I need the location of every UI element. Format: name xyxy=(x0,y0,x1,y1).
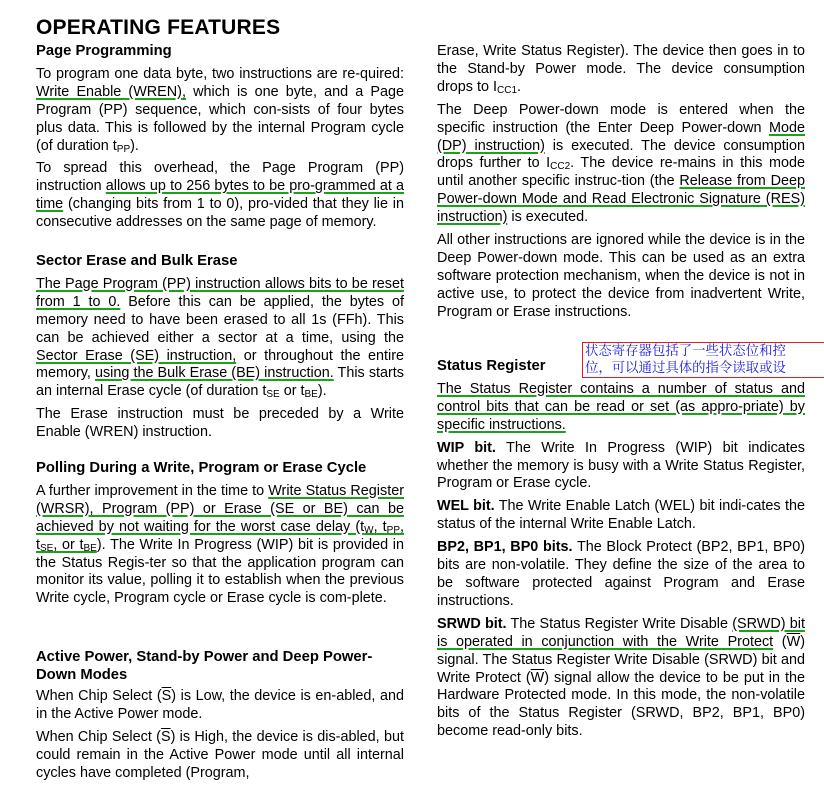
underline-256-bytes: allows up to 256 bytes to be pro-grammed at a time xyxy=(36,178,404,213)
heading-polling: Polling During a Write, Program or Erase Cycle xyxy=(36,460,367,476)
paragraph-page-programming-2: To spread this overhead, the Page Program (PP) instruction allows up to 256 bytes to be pro-grammed at a time (changing bits from 1 to 0), pro-vided that they lie in consecutive addresses on the same page of memory. xyxy=(36,160,404,231)
paragraph-srwd-bit: SRWD bit. The Status Register Write Disable (SRWD) bit is operated in conjunction with the Write Protect $(\overline{W})$ signal. The Status Register Write Disable (SRWD) bit and Write Protect $(\overline{W})$ signal allow the device to be put in the Hardware Protected mode. In this mode, the non-volatile bits of the Status Register (SRWD, BP2, BP1, BP0) become read-only bits. xyxy=(437,615,805,740)
paragraph-status-register xyxy=(437,381,805,435)
heading-sector-erase: Sector Erase and Bulk Erase xyxy=(36,253,238,269)
underline-srwd: (SRWD) bit is operated in conjunction with the Write Protect xyxy=(437,615,805,650)
paragraph-wip-bit: WIP bit. The Write In Progress (WIP) bit indicates whether the memory is busy with a Write Status Register, Program or Erase cycle. xyxy=(437,439,806,492)
underline-status-bits: The Status Register contains a number of status and control bits that can be read or set (as appro-priate) by specific instructions. xyxy=(437,380,805,433)
heading-status-register: Status Register xyxy=(437,358,546,374)
paragraph-bp-bits: BP2, BP1, BP0 bits. The Block Protect (BP2, BP1, BP0) bits are non-volatile. They define the size of the area to be software protected against Program and Erase instructions. xyxy=(437,539,805,609)
paragraph-sector-erase-1: The Page Program (PP) instruction allows bits to be reset from 1 to 0. Before this can be applied, the bytes of memory need to have been erased to all 1s (FFh). This can be achieved either a sector at a time, using the Sector Erase (SE) instruction, or throughout the entire memory, using the Bulk Erase (BE) instruction. This starts an internal Erase cycle (of duration $t_{SE}$ or $t_{BE}$). xyxy=(36,275,405,401)
annotation-line-2: 位，可以通过具体的指令读取或设 xyxy=(585,361,786,376)
annotation-note xyxy=(582,342,824,378)
heading-active-power: Active Power, Stand-by Power and Deep Power-Down Modes xyxy=(36,649,373,683)
paragraph-active-power-2: When Chip Select $(\overline{S})$ is High, the device is dis-abled, but could remain in the Active Power mode until all internal cycles have completed (Program, xyxy=(36,728,404,781)
annotation-line-1: 状态寄存器包括了一些状态位和控 xyxy=(585,344,786,359)
section-status-register xyxy=(437,358,805,741)
section-sector-erase xyxy=(36,253,404,442)
page-title: OPERATING FEATURES xyxy=(36,16,281,39)
paragraph-sector-erase-2: The Erase instruction must be preceded by a Write Enable (WREN) instruction. xyxy=(36,406,404,441)
paragraph-deep-power-down: The Deep Power-down mode is entered when the specific instruction (the Enter Deep Power-down Mode (DP) instruction) is executed. The device consumption drops further to $I_{CC2}$. The device re-mains in this mode until another specific instruc-tion (the Release from Deep Power-down Mode and Read Electronic Signature (RES) instruction) is executed. xyxy=(437,101,806,226)
paragraph-standby: Erase, Write Status Register). The device then goes in to the Stand-by Power mode. The device consumption drops to $I_{CC1}$. xyxy=(437,43,805,96)
underline-res-instruction: Release from Deep Power-down Mode and Read Electronic Signature (RES) instruction) xyxy=(437,173,806,226)
paragraph-ignored-instructions: All other instructions are ignored while the device is in the Deep Power-down mode. This can be used as an extra software protection mechanism, when the device is not in active use, to protect the device from inadvertent Write, Program or Erase instructions. xyxy=(437,232,805,320)
paragraph-polling: A further improvement in the time to Write Status Register (WRSR), Program (PP) or Erase (SE or BE) can be achieved by not waiting for the worst case delay ($t_W$, $t_{PP}$, $t_{SE}$, or $t_{BE}$). The Write In Progress (WIP) bit is provided in the Status Regis-ter so that the application program can monitor its value, polling it to establish when the previous Write cycle, Program cycle or Erase cycle is com-plete. xyxy=(36,482,405,607)
section-active-power xyxy=(36,648,404,783)
underline-dp-instruction: Mode (DP) instruction) xyxy=(437,119,805,154)
paragraph-page-programming-1: To program one data byte, two instructions are re-quired: Write Enable (WREN), which is one byte, and a Page Program (PP) sequence, which con-sists of four bytes plus data. This is followed by the internal Program cycle (of duration $t_{PP}$). xyxy=(36,65,404,155)
section-page-programming xyxy=(36,43,404,232)
heading-page-programming: Page Programming xyxy=(36,43,172,59)
paragraph-wel-bit: WEL bit. The Write Enable Latch (WEL) bit indi-cates the status of the internal Write Enable Latch. xyxy=(437,498,805,533)
underline-reset-bits: The Page Program (PP) instruction allows bits to be reset from 1 to 0. xyxy=(36,275,404,310)
underline-worst-case: Write Status Register (WRSR), Program (PP) or Erase (SE or BE) can be achieved by not waiting for the worst case delay ($t_W$, $t_{PP}$, $t_{SE}$, or $t_{BE}$ xyxy=(36,482,405,554)
section-polling xyxy=(36,460,404,608)
paragraph-active-power-1: When Chip Select $(\overline{S})$ is Low, the device is en-abled, and in the Active Power mode. xyxy=(36,688,404,722)
underline-bulk-erase: using the Bulk Erase (BE) instruction. xyxy=(94,365,334,382)
section-standby-continued xyxy=(437,43,805,322)
underline-wren: Write Enable (WREN), xyxy=(36,83,186,100)
underline-sector-erase: Sector Erase (SE) instruction, xyxy=(36,347,237,364)
